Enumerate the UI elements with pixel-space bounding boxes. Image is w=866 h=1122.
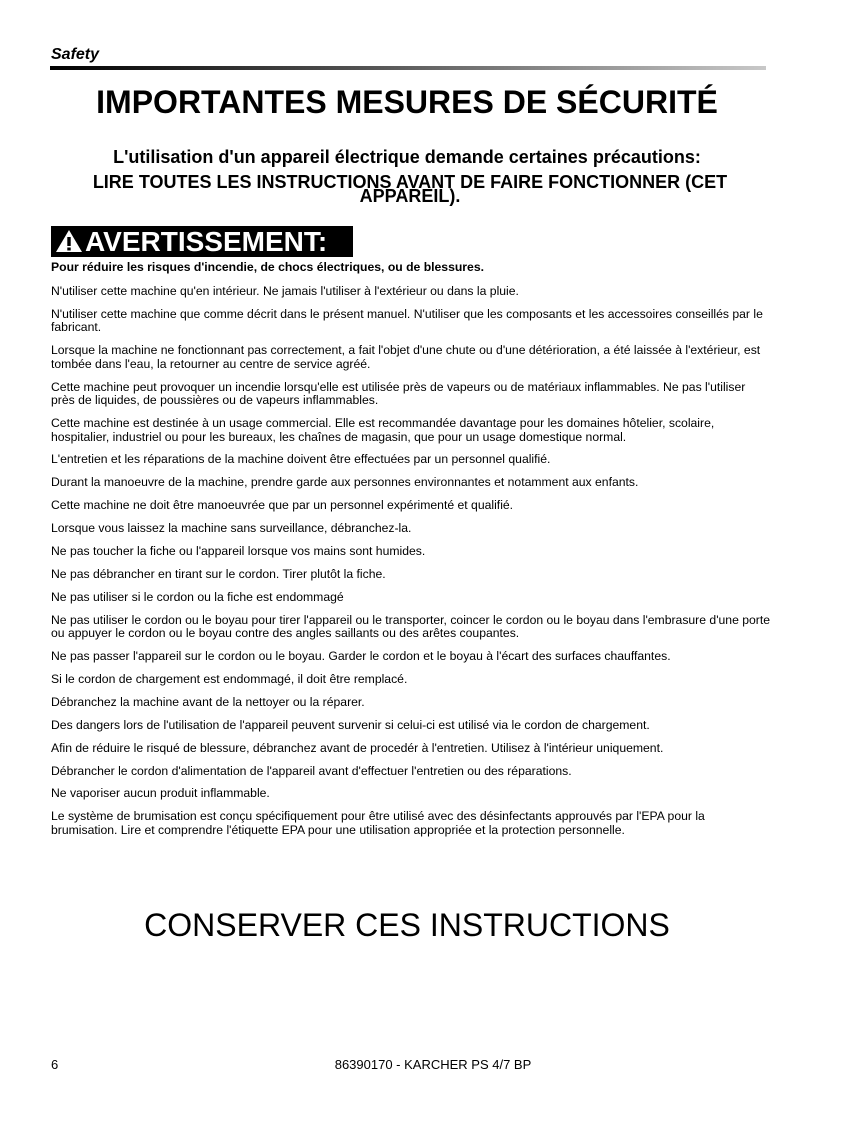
warning-label: AVERTISSEMENT: [85,226,328,257]
list-item: Ne pas toucher la fiche ou l'appareil lorsque vos mains sont humides. [51,544,426,559]
list-item: Si le cordon de chargement est endommagé, il doit être remplacé. [51,671,408,686]
document-id: 86390170 - KARCHER PS 4/7 BP [334,1057,532,1072]
list-item: N'utiliser cette machine que comme décrit dans le présent manuel. N'utiliser que les composants et les accessoires conseillés par le fabricant. [51,306,763,335]
warning-lead: Pour réduire les risques d'incendie, de chocs électriques, ou de blessures. [51,260,484,274]
section-label: Safety [51,46,100,63]
list-item: Des dangers lors de l'utilisation de l'appareil peuvent survenir si celui-ci est utilisé via le cordon de chargement. [51,717,650,732]
list-item: Ne pas débrancher en tirant sur le cordon. Tirer plutôt la fiche. [51,566,386,581]
list-item: Ne pas utiliser si le cordon ou la fiche est endommagé [51,589,344,604]
list-item: Afin de réduire le risqué de blessure, débranchez avant de procedér à l'entretien. Utilisez à l'intérieur uniquement. [51,740,664,755]
warning-banner [51,226,353,257]
list-item: Lorsque la machine ne fonctionnant pas correctement, a fait l'objet d'une chute ou d'une détérioration, a été laissée à l'extérieur, est tombée dans l'eau, la retourner au centre de service agréé. [51,343,761,371]
subtitle-read-instructions: LIRE TOUTES LES INSTRUCTIONS AVANT DE FAIRE FONCTIONNER (CET APPAREIL). [92,172,728,206]
list-item: Cette machine est destinée à un usage commercial. Elle est recommandée davantage pour les domaines hôtelier, scolaire, hospitalier, industriel ou pour les bureaux, les chaînes de magasin, que pour un usage domestique normal. [51,416,715,444]
warning-triangle-icon [55,229,83,253]
list-item: Ne pas passer l'appareil sur le cordon ou le boyau. Garder le cordon et le boyau à l'écart des surfaces chauffantes. [51,649,671,664]
list-item: Ne pas utiliser le cordon ou le boyau pour tirer l'appareil ou le transporter, coincer le cordon ou le boyau dans l'embrasure d'une porte ou appuyer le cordon ou le boyau contre des angles saillants ou des arêtes coupantes. [51,612,771,641]
list-item: Cette machine peut provoquer un incendie lorsqu'elle est utilisée près de vapeurs ou de matériaux inflammables. Ne pas l'utiliser près de liquides, de poussières ou de vapeurs inflammables. [51,379,746,408]
page-title: IMPORTANTES MESURES DE SÉCURITÉ [96,84,718,120]
conserve-instructions: CONSERVER CES INSTRUCTIONS [144,907,670,943]
list-item: Débranchez la machine avant de la nettoyer ou la réparer. [51,694,365,709]
list-item: Ne vaporiser aucun produit inflammable. [51,786,270,801]
header-rule [50,66,766,70]
list-item: L'entretien et les réparations de la machine doivent être effectuées par un personnel qualifié. [51,452,551,467]
list-item: Lorsque vous laissez la machine sans surveillance, débranchez-la. [51,521,412,536]
list-item: Cette machine ne doit être manoeuvrée que par un personnel expérimenté et qualifié. [51,498,514,513]
safety-list [51,285,771,847]
list-item: Débrancher le cordon d'alimentation de l'appareil avant d'effectuer l'entretien ou des réparations. [51,763,572,778]
list-item: Le système de brumisation est conçu spécifiquement pour être utilisé avec des désinfectants approuvés par l'EPA pour la brumisation. Lire et comprendre l'étiquette EPA pour une utilisation appropriée et la protection personnelle. [51,809,705,837]
subtitle-precautions: L'utilisation d'un appareil électrique demande certaines précautions: [113,147,701,167]
list-item: N'utiliser cette machine qu'en intérieur. Ne jamais l'utiliser à l'extérieur ou dans la pluie. [51,284,519,298]
page-number: 6 [51,1057,59,1072]
list-item: Durant la manoeuvre de la machine, prendre garde aux personnes environnantes et notamment aux enfants. [51,475,639,490]
